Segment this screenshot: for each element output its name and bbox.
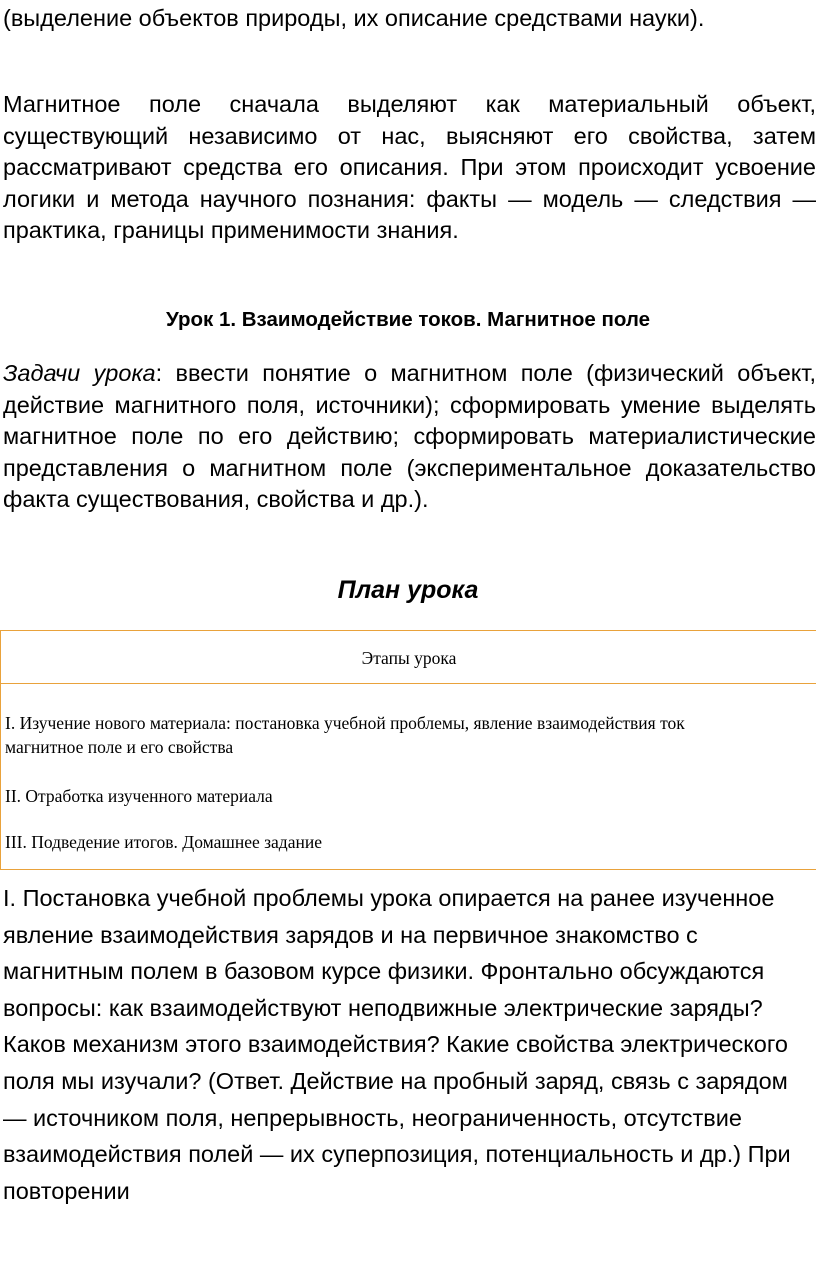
lesson-tasks-text: : ввести понятие о магнитном поле (физический объект, действие магнитного поля, источники); сформировать умение выделять магнитное поле по его действию; сформировать материалистические представления о магнитном поле (экспериментальное доказательство факта существования, свойства и др.). xyxy=(3,360,816,512)
intro-tail-paragraph: (выделение объектов природы, их описание средствами науки). xyxy=(3,5,705,31)
stage-1-line-2: магнитное поле и его свойства xyxy=(5,737,234,757)
problem-statement-paragraph: I. Постановка учебной проблемы урока опирается на ранее изученное явление взаимодействия зарядов и на первичное знакомство с магнитным полем в базовом курсе физики. Фронтально обсуждаются вопросы: как взаимодействуют неподвижные электрические заряды? Каков механизм этого взаимодействия? Какие свойства электрического поля мы изучали? (Ответ. Действие на пробный заряд, связь с зарядом — источником поля, непрерывность, неограниченность, отсутствие взаимодействия полей — их суперпозиция, потенциальность и др.) При повторении xyxy=(3,885,791,1204)
lesson-heading: Урок 1. Взаимодействие токов. Магнитное поле xyxy=(165,308,651,331)
table-row xyxy=(5,711,816,759)
lesson-tasks-paragraph xyxy=(0,358,816,516)
table-row xyxy=(5,784,816,808)
stage-1-line-1: I. Изучение нового материала: постановка учебной проблемы, явление взаимодействия ток xyxy=(5,713,685,733)
lesson-stages-table xyxy=(0,630,816,870)
table-row xyxy=(5,830,816,854)
stage-2-line-1: II. Отработка изученного материала xyxy=(5,786,273,806)
stage-3-line-1: III. Подведение итогов. Домашнее задание xyxy=(5,832,322,852)
magnetic-field-paragraph: Магнитное поле сначала выделяют как материальный объект, существующий независимо от нас, выясняют его свойства, затем рассматривают средства его описания. При этом происходит усвоение логики и метода научного познания: факты — модель — следствия — практика, границы применимости знания. xyxy=(3,91,816,243)
plan-title: План урока xyxy=(337,576,479,604)
lesson-tasks-label: Задачи урока xyxy=(3,360,156,386)
table-header: Этапы урока xyxy=(1,631,816,684)
